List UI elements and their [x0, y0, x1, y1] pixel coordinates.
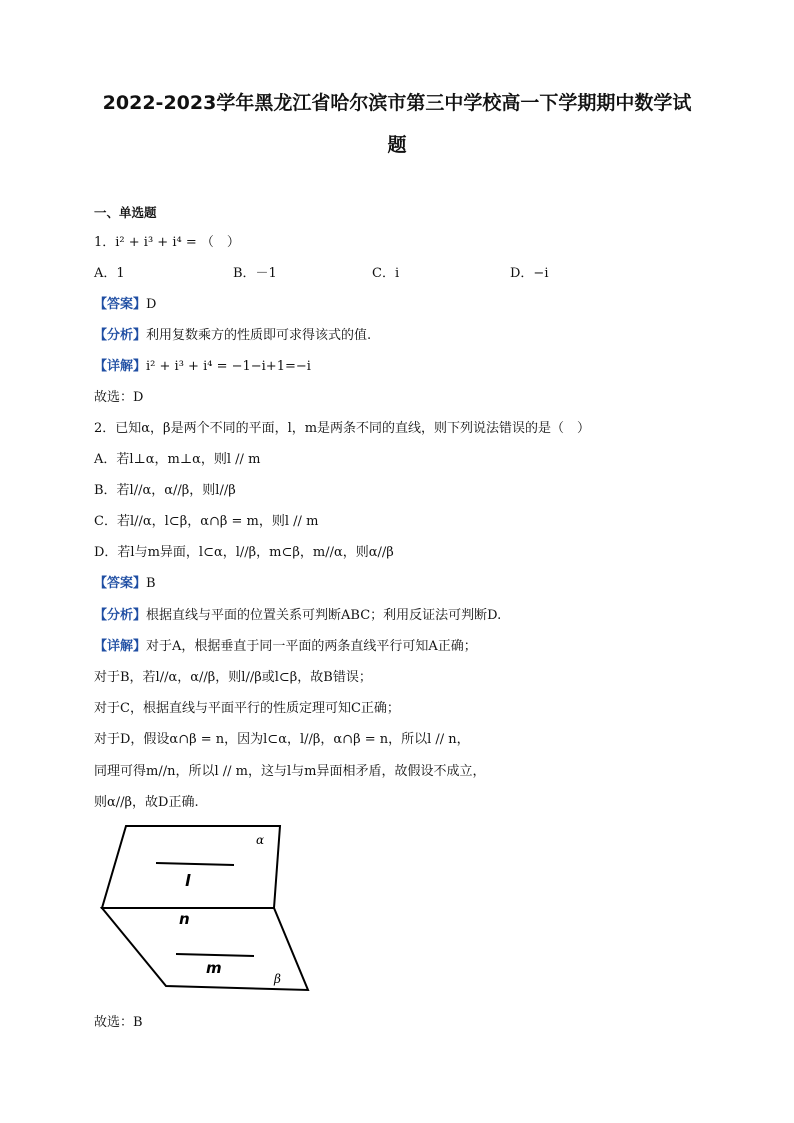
q2-answer-value: B	[146, 576, 156, 591]
q2-analysis	[94, 604, 501, 623]
label-alpha: α	[256, 833, 265, 847]
planes-diagram	[96, 818, 316, 998]
label-l: l	[185, 871, 191, 890]
q2-option-d: D．若l与m异面，l⊂α，l//β，m⊂β，m//α，则α//β	[94, 545, 394, 560]
label-beta: β	[274, 972, 281, 986]
title-line-1: 2022-2023学年黑龙江省哈尔滨市第三中学校高一下学期期中数学试	[102, 92, 692, 114]
q1-answer	[94, 293, 156, 312]
plane-alpha-outline	[102, 826, 280, 908]
q1-stem: 1．i² + i³ + i⁴ = （ ）	[94, 235, 240, 250]
q1-analysis-text: 利用复数乘方的性质即可求得该式的值.	[146, 328, 372, 343]
q2-detail-text-1: 对于A，根据垂直于同一平面的两条直线平行可知A正确；	[146, 639, 477, 654]
q2-detail-2: 对于B，若l//α，α//β，则l//β或l⊂β，故B错误；	[94, 670, 372, 685]
q1-choice: 故选：D	[94, 390, 144, 405]
section-heading: 一、单选题	[94, 205, 157, 220]
label-m: m	[206, 959, 222, 977]
q2-choice: 故选：B	[94, 1015, 143, 1030]
page-title	[60, 82, 734, 166]
answer-label: 【答案】	[94, 297, 147, 312]
q2-stem: 2．已知α，β是两个不同的平面，l，m是两条不同的直线，则下列说法错误的是（ ）	[94, 421, 591, 436]
q2-detail-4: 对于D，假设α∩β = n，因为l⊂α，l//β，α∩β = n，所以l // n，	[94, 732, 470, 747]
detail-label: 【详解】	[94, 359, 147, 374]
q1-detail-text: i² + i³ + i⁴ = −1−i+1=−i	[146, 359, 311, 374]
answer-label: 【答案】	[94, 576, 147, 591]
q2-analysis-text: 根据直线与平面的位置关系可判断ABC；利用反证法可判断D.	[146, 608, 502, 623]
analysis-label: 【分析】	[94, 328, 147, 343]
q1-option-a: A．1	[94, 266, 125, 281]
analysis-label: 【分析】	[94, 608, 147, 623]
q2-option-c: C．若l//α，l⊂β，α∩β = m，则l // m	[94, 514, 319, 529]
line-l	[156, 863, 234, 865]
line-m	[176, 954, 254, 956]
q1-answer-value: D	[146, 297, 157, 312]
q2-answer	[94, 572, 156, 591]
q2-detail-3: 对于C，根据直线与平面平行的性质定理可知C正确；	[94, 701, 400, 716]
detail-label: 【详解】	[94, 639, 147, 654]
q1-analysis	[94, 324, 371, 343]
q1-option-c: C．i	[372, 266, 400, 281]
q2-detail-6: 则α//β，故D正确.	[94, 795, 199, 810]
q2-option-b: B．若l//α，α//β，则l//β	[94, 483, 236, 498]
q1-option-b: B．－1	[233, 266, 277, 281]
q1-options	[94, 262, 694, 280]
title-line-2: 题	[387, 134, 407, 156]
q2-option-a: A．若l⊥α，m⊥α，则l // m	[94, 452, 261, 467]
q1-detail	[94, 355, 311, 374]
label-n: n	[179, 910, 190, 928]
q2-detail-5: 同理可得m//n，所以l // m，这与l与m异面相矛盾，故假设不成立，	[94, 764, 486, 779]
q1-option-d: D．−i	[510, 266, 549, 281]
q2-detail-1	[94, 635, 477, 654]
